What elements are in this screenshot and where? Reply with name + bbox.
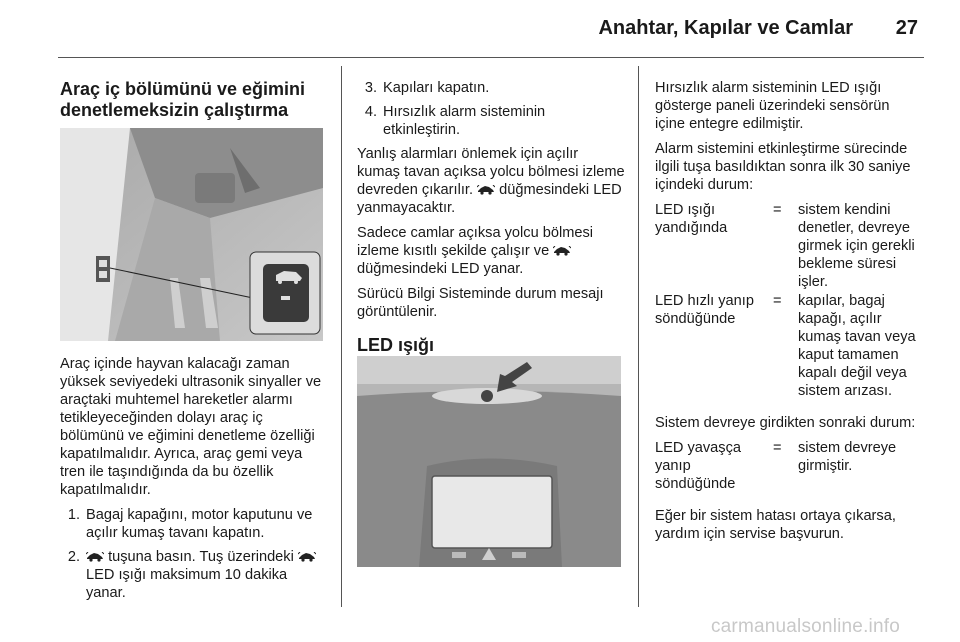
- page-header-title: Anahtar, Kapılar ve Camlar: [598, 17, 853, 39]
- step-text-part: tuşuna basın. Tuş üzerindeki: [108, 549, 294, 565]
- header-divider: [58, 57, 924, 58]
- step-text: Kapıları kapatın.: [383, 80, 490, 96]
- definition-term: LED hızlı yanıp söndüğünde: [655, 293, 754, 327]
- watermark-text: carmanualsonline.info: [710, 616, 900, 637]
- paragraph: [357, 145, 625, 217]
- step-number: 2.: [67, 549, 80, 565]
- car-alarm-icon: [477, 185, 495, 195]
- paragraph: Sistem devreye girdikten sonraki durum:: [655, 415, 916, 431]
- section-heading-line2: denetlemeksizin çalıştırma: [60, 100, 289, 120]
- column-divider-1: [341, 66, 342, 607]
- paragraph: [357, 224, 625, 278]
- column-1-body: [60, 355, 328, 608]
- car-alarm-icon: [86, 552, 104, 562]
- definition-row: [655, 292, 923, 400]
- dashboard-led-figure: [357, 356, 621, 567]
- led-heading: LED ışığı: [357, 335, 435, 355]
- definition-term: LED ışığı yandığında: [655, 202, 728, 236]
- paragraph: Hırsızlık alarm sisteminin LED ışığı gösterge paneli üzerindeki sensörün içine entegre edilmiştir.: [655, 80, 890, 132]
- equals-sign: =: [773, 440, 782, 456]
- definition-description: sistem kendini denetler, devreye girmek için gerekli bekleme süresi işler.: [798, 202, 915, 290]
- list-item-step-3: [357, 79, 625, 97]
- column-3: [655, 79, 923, 550]
- step-text: Hırsızlık alarm sisteminin etkinleştirin.: [383, 104, 546, 138]
- step-number: 1.: [67, 507, 80, 523]
- list-item-step-4: [357, 103, 625, 139]
- car-alarm-icon: [298, 552, 316, 562]
- section-heading: [60, 79, 326, 121]
- paragraph: Eğer bir sistem hatası ortaya çıkarsa, yardım için servise başvurun.: [655, 508, 896, 542]
- paragraph-part: Yanlış alarmları önlemek için açılır kumaş tavan açıksa yolcu bölmesi izleme devreden çıkarılır.: [357, 146, 625, 198]
- definition-description: kapılar, bagaj kapağı, açılır kumaş tavan veya kaput tamamen kapalı değil veya sistem arızası.: [798, 293, 916, 399]
- car-alarm-icon: [553, 246, 571, 256]
- paragraph-part: Sadece camlar açıksa yolcu bölmesi izleme kısıtlı şekilde çalışır ve: [357, 225, 594, 259]
- definition-term: LED yavaşça yanıp söndüğünde: [655, 440, 741, 492]
- paragraph-part: düğmesindeki LED yanar.: [357, 261, 524, 277]
- page-number: 27: [895, 17, 918, 39]
- column-1: [60, 79, 326, 121]
- step-number: 4.: [364, 104, 377, 120]
- list-item-step-2: [60, 548, 328, 602]
- paragraph-part: düğmesindeki LED yanmayacaktır.: [357, 182, 622, 216]
- definition-row: [655, 439, 923, 493]
- column-divider-2: [638, 66, 639, 607]
- equals-sign: =: [773, 293, 782, 309]
- paragraph: Sürücü Bilgi Sisteminde durum mesajı görüntülenir.: [357, 286, 604, 320]
- list-item-step-1: [60, 506, 328, 542]
- step-text-part: LED ışığı maksimum 10 dakika yanar.: [86, 567, 288, 601]
- interior-console-figure: [60, 128, 323, 341]
- step-number: 3.: [364, 80, 377, 96]
- section-heading-line1: Araç iç bölümünü ve eğimini: [60, 79, 306, 99]
- paragraph: Alarm sistemini etkinleştirme sürecinde ilgili tuşa basıldıktan sonra ilk 30 saniye içindeki durum:: [655, 141, 911, 193]
- definition-description: sistem devreye girmiştir.: [798, 440, 897, 474]
- column-2: [357, 79, 625, 370]
- step-text: Bagaj kapağını, motor kaputunu ve açılır kumaş tavanı kapatın.: [86, 507, 313, 541]
- definition-row: [655, 201, 923, 291]
- step-text: [86, 548, 328, 602]
- equals-sign: =: [773, 202, 782, 218]
- intro-paragraph: Araç içinde hayvan kalacağı zaman yüksek seviyedeki ultrasonik sinyaller ve araçtaki muhtemel hareketler alarmı tetikleyeceğinden dolayı araç iç bölümünü ve eğimini denetleme özelliği kapatılmalıdır. Ayrıca, araç gemi veya tren ile taşındığında da bu özellik kapatılmalıdır.: [60, 356, 322, 498]
